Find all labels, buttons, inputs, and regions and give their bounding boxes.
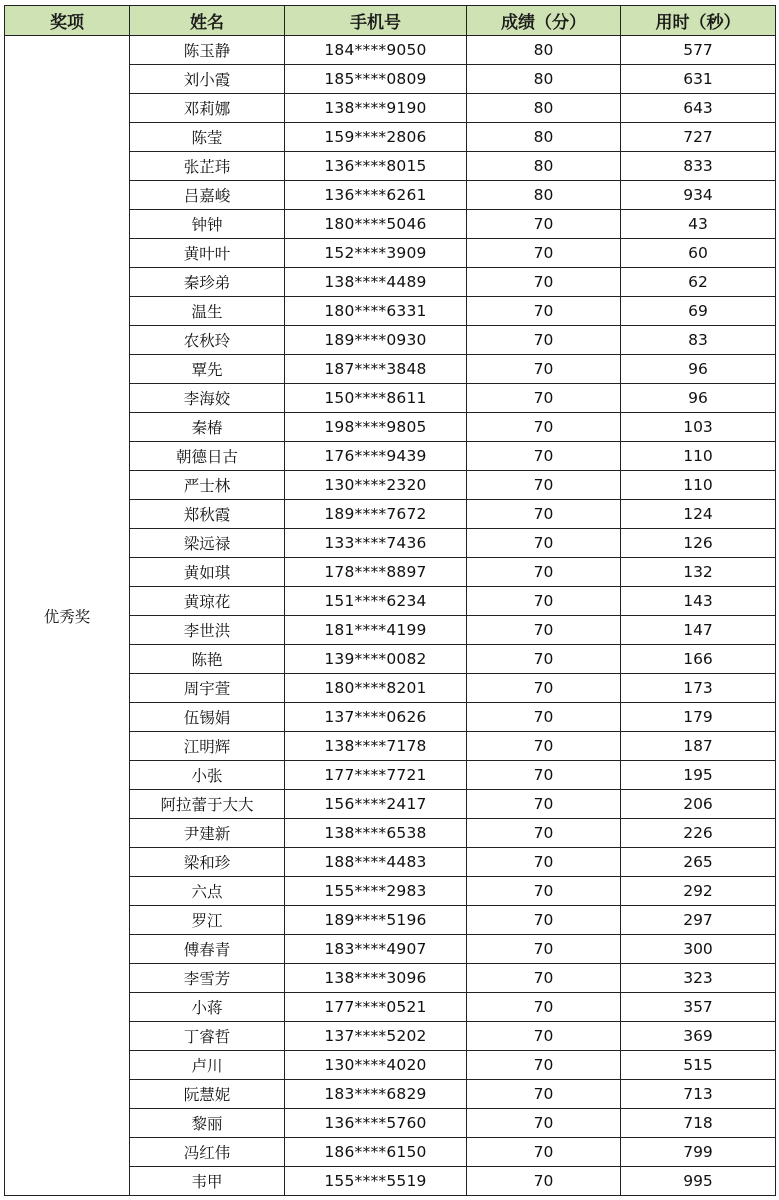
phone-cell: 198****9805: [285, 413, 467, 442]
phone-cell: 176****9439: [285, 442, 467, 471]
phone-cell: 177****7721: [285, 761, 467, 790]
name-cell: 丁睿哲: [130, 1022, 285, 1051]
phone-cell: 181****4199: [285, 616, 467, 645]
time-cell: 96: [621, 355, 776, 384]
score-cell: 70: [467, 558, 621, 587]
phone-cell: 136****5760: [285, 1109, 467, 1138]
time-cell: 292: [621, 877, 776, 906]
time-cell: 297: [621, 906, 776, 935]
time-cell: 515: [621, 1051, 776, 1080]
name-cell: 周宇萱: [130, 674, 285, 703]
time-cell: 833: [621, 152, 776, 181]
score-cell: 70: [467, 587, 621, 616]
name-cell: 小张: [130, 761, 285, 790]
phone-cell: 189****7672: [285, 500, 467, 529]
time-cell: 195: [621, 761, 776, 790]
time-cell: 718: [621, 1109, 776, 1138]
score-cell: 70: [467, 790, 621, 819]
phone-cell: 137****5202: [285, 1022, 467, 1051]
time-cell: 799: [621, 1138, 776, 1167]
score-cell: 70: [467, 268, 621, 297]
phone-cell: 152****3909: [285, 239, 467, 268]
phone-cell: 184****9050: [285, 36, 467, 65]
name-cell: 李世洪: [130, 616, 285, 645]
time-cell: 60: [621, 239, 776, 268]
name-cell: 刘小霞: [130, 65, 285, 94]
name-cell: 冯红伟: [130, 1138, 285, 1167]
phone-cell: 183****6829: [285, 1080, 467, 1109]
score-cell: 70: [467, 297, 621, 326]
name-cell: 李海姣: [130, 384, 285, 413]
time-cell: 713: [621, 1080, 776, 1109]
phone-cell: 138****3096: [285, 964, 467, 993]
time-cell: 643: [621, 94, 776, 123]
time-cell: 96: [621, 384, 776, 413]
phone-cell: 187****3848: [285, 355, 467, 384]
phone-cell: 130****4020: [285, 1051, 467, 1080]
name-cell: 江明辉: [130, 732, 285, 761]
phone-cell: 186****6150: [285, 1138, 467, 1167]
phone-cell: 137****0626: [285, 703, 467, 732]
time-cell: 206: [621, 790, 776, 819]
name-cell: 黎丽: [130, 1109, 285, 1138]
score-cell: 70: [467, 645, 621, 674]
phone-cell: 185****0809: [285, 65, 467, 94]
table-body: [5, 36, 776, 1196]
time-cell: 577: [621, 36, 776, 65]
score-cell: 70: [467, 1080, 621, 1109]
score-cell: 70: [467, 964, 621, 993]
header-row: [5, 6, 776, 36]
time-cell: 173: [621, 674, 776, 703]
name-cell: 邓莉娜: [130, 94, 285, 123]
score-cell: 70: [467, 993, 621, 1022]
name-cell: 郑秋霞: [130, 500, 285, 529]
score-cell: 70: [467, 529, 621, 558]
score-cell: 80: [467, 152, 621, 181]
name-cell: 韦甲: [130, 1167, 285, 1196]
score-cell: 70: [467, 848, 621, 877]
score-cell: 70: [467, 1022, 621, 1051]
name-cell: 傅春青: [130, 935, 285, 964]
phone-cell: 151****6234: [285, 587, 467, 616]
score-cell: 70: [467, 1138, 621, 1167]
time-cell: 187: [621, 732, 776, 761]
time-cell: 179: [621, 703, 776, 732]
score-cell: 70: [467, 413, 621, 442]
header-score: 成绩（分）: [467, 6, 621, 36]
score-cell: 70: [467, 1109, 621, 1138]
phone-cell: 156****2417: [285, 790, 467, 819]
header-name: 姓名: [130, 6, 285, 36]
phone-cell: 180****6331: [285, 297, 467, 326]
award-table: [4, 5, 776, 1196]
name-cell: 黄叶叶: [130, 239, 285, 268]
name-cell: 吕嘉峻: [130, 181, 285, 210]
name-cell: 阮慧妮: [130, 1080, 285, 1109]
name-cell: 陈莹: [130, 123, 285, 152]
table-row: [5, 36, 776, 65]
name-cell: 黄琼花: [130, 587, 285, 616]
score-cell: 70: [467, 500, 621, 529]
phone-cell: 138****4489: [285, 268, 467, 297]
score-cell: 70: [467, 471, 621, 500]
phone-cell: 150****8611: [285, 384, 467, 413]
time-cell: 143: [621, 587, 776, 616]
score-cell: 80: [467, 65, 621, 94]
time-cell: 357: [621, 993, 776, 1022]
name-cell: 梁和珍: [130, 848, 285, 877]
phone-cell: 136****6261: [285, 181, 467, 210]
name-cell: 朝德日古: [130, 442, 285, 471]
name-cell: 严士林: [130, 471, 285, 500]
phone-cell: 139****0082: [285, 645, 467, 674]
time-cell: 934: [621, 181, 776, 210]
score-cell: 70: [467, 674, 621, 703]
phone-cell: 155****5519: [285, 1167, 467, 1196]
name-cell: 六点: [130, 877, 285, 906]
award-sheet: [4, 5, 775, 1196]
time-cell: 62: [621, 268, 776, 297]
time-cell: 265: [621, 848, 776, 877]
score-cell: 70: [467, 761, 621, 790]
score-cell: 80: [467, 36, 621, 65]
score-cell: 80: [467, 181, 621, 210]
phone-cell: 138****9190: [285, 94, 467, 123]
time-cell: 69: [621, 297, 776, 326]
time-cell: 995: [621, 1167, 776, 1196]
phone-cell: 180****5046: [285, 210, 467, 239]
time-cell: 727: [621, 123, 776, 152]
score-cell: 70: [467, 239, 621, 268]
score-cell: 70: [467, 1051, 621, 1080]
phone-cell: 188****4483: [285, 848, 467, 877]
score-cell: 70: [467, 819, 621, 848]
score-cell: 70: [467, 732, 621, 761]
name-cell: 阿拉蕾于大大: [130, 790, 285, 819]
phone-cell: 178****8897: [285, 558, 467, 587]
time-cell: 110: [621, 471, 776, 500]
time-cell: 132: [621, 558, 776, 587]
phone-cell: 155****2983: [285, 877, 467, 906]
time-cell: 124: [621, 500, 776, 529]
header-phone: 手机号: [285, 6, 467, 36]
time-cell: 300: [621, 935, 776, 964]
name-cell: 伍锡娟: [130, 703, 285, 732]
phone-cell: 133****7436: [285, 529, 467, 558]
phone-cell: 189****5196: [285, 906, 467, 935]
time-cell: 126: [621, 529, 776, 558]
name-cell: 秦椿: [130, 413, 285, 442]
name-cell: 覃先: [130, 355, 285, 384]
score-cell: 70: [467, 935, 621, 964]
score-cell: 70: [467, 877, 621, 906]
score-cell: 70: [467, 442, 621, 471]
time-cell: 226: [621, 819, 776, 848]
time-cell: 103: [621, 413, 776, 442]
score-cell: 70: [467, 1167, 621, 1196]
score-cell: 70: [467, 326, 621, 355]
score-cell: 70: [467, 210, 621, 239]
score-cell: 70: [467, 384, 621, 413]
name-cell: 温生: [130, 297, 285, 326]
time-cell: 147: [621, 616, 776, 645]
phone-cell: 138****6538: [285, 819, 467, 848]
time-cell: 631: [621, 65, 776, 94]
name-cell: 秦珍弟: [130, 268, 285, 297]
name-cell: 农秋玲: [130, 326, 285, 355]
name-cell: 李雪芳: [130, 964, 285, 993]
score-cell: 70: [467, 616, 621, 645]
time-cell: 166: [621, 645, 776, 674]
phone-cell: 136****8015: [285, 152, 467, 181]
name-cell: 陈艳: [130, 645, 285, 674]
header-award: 奖项: [5, 6, 130, 36]
name-cell: 黄如琪: [130, 558, 285, 587]
time-cell: 323: [621, 964, 776, 993]
phone-cell: 159****2806: [285, 123, 467, 152]
name-cell: 钟钟: [130, 210, 285, 239]
time-cell: 83: [621, 326, 776, 355]
phone-cell: 138****7178: [285, 732, 467, 761]
phone-cell: 177****0521: [285, 993, 467, 1022]
time-cell: 110: [621, 442, 776, 471]
name-cell: 陈玉静: [130, 36, 285, 65]
score-cell: 80: [467, 123, 621, 152]
name-cell: 尹建新: [130, 819, 285, 848]
time-cell: 43: [621, 210, 776, 239]
name-cell: 卢川: [130, 1051, 285, 1080]
phone-cell: 180****8201: [285, 674, 467, 703]
time-cell: 369: [621, 1022, 776, 1051]
award-cell: 优秀奖: [5, 36, 130, 1196]
score-cell: 70: [467, 906, 621, 935]
score-cell: 80: [467, 94, 621, 123]
score-cell: 70: [467, 703, 621, 732]
name-cell: 张芷玮: [130, 152, 285, 181]
name-cell: 罗江: [130, 906, 285, 935]
header-time: 用时（秒）: [621, 6, 776, 36]
name-cell: 小蒋: [130, 993, 285, 1022]
phone-cell: 189****0930: [285, 326, 467, 355]
phone-cell: 183****4907: [285, 935, 467, 964]
name-cell: 梁远禄: [130, 529, 285, 558]
score-cell: 70: [467, 355, 621, 384]
phone-cell: 130****2320: [285, 471, 467, 500]
